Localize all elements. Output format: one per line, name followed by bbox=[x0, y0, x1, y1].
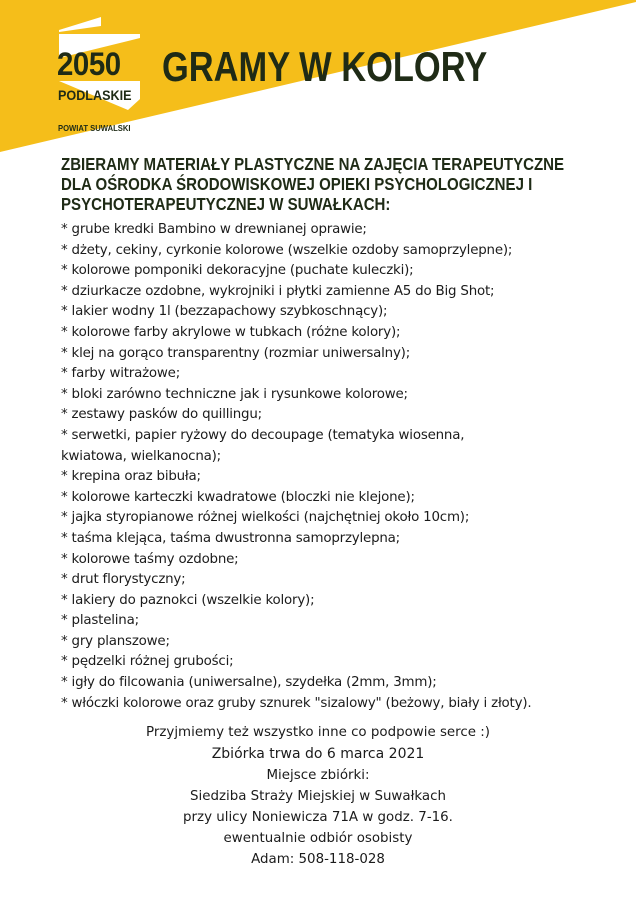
list-item: * lakier wodny 1l (bezzapachowy szybkoschnący); bbox=[61, 304, 388, 320]
list-item: * włóczki kolorowe oraz gruby sznurek "sizalowy" (beżowy, biały i złoty). bbox=[61, 695, 532, 711]
place-label: Miejsce zbiórki: bbox=[266, 768, 370, 783]
subheading bbox=[61, 154, 565, 214]
list-item: * kolorowe farby akrylowe w tubkach (różne kolory); bbox=[61, 324, 401, 340]
place-name: Siedziba Straży Miejskiej w Suwałkach bbox=[190, 789, 446, 804]
subheading-line: PSYCHOTERAPEUTYCZNEJ W SUWAŁKACH: bbox=[61, 194, 391, 214]
pickup-note: ewentualnie odbiór osobisty bbox=[223, 831, 413, 846]
list-item: * kolorowe taśmy ozdobne; bbox=[61, 551, 239, 567]
list-item: * dżety, cekiny, cyrkonie kolorowe (wszelkie ozdoby samoprzylepne); bbox=[61, 242, 513, 258]
also-accept-note: Przyjmiemy też wszystko inne co podpowie serce :) bbox=[146, 725, 490, 740]
deadline-text: Zbiórka trwa do 6 marca 2021 bbox=[211, 746, 425, 762]
logo-region: PODLASKIE bbox=[58, 87, 132, 103]
list-item: * plastelina; bbox=[61, 613, 139, 629]
logo-subtitle: POWIAT SUWALSKI bbox=[58, 123, 131, 133]
list-item: kwiatowa, wielkanocna); bbox=[61, 448, 221, 464]
list-item: * zestawy pasków do quillingu; bbox=[61, 407, 262, 423]
list-item: * drut florystyczny; bbox=[61, 572, 186, 588]
list-item: * igły do filcowania (uniwersalne), szydełka (2mm, 3mm); bbox=[61, 675, 437, 691]
items-list bbox=[61, 220, 621, 714]
list-item: * serwetki, papier ryżowy do decoupage (tematyka wiosenna, bbox=[61, 427, 465, 443]
list-item: * kolorowe karteczki kwadratowe (bloczki nie klejone); bbox=[61, 489, 415, 505]
subheading-line: ZBIERAMY MATERIAŁY PLASTYCZNE NA ZAJĘCIA TERAPEUTYCZNE bbox=[61, 154, 565, 174]
list-item: * kolorowe pomponiki dekoracyjne (puchate kuleczki); bbox=[61, 263, 414, 279]
list-item: * jajka styropianowe różnej wielkości (najchętniej około 10cm); bbox=[61, 510, 470, 526]
list-item: * gry planszowe; bbox=[61, 633, 170, 649]
list-item: * taśma klejąca, taśma dwustronna samoprzylepna; bbox=[61, 530, 400, 546]
contact-phone: Adam: 508-118-028 bbox=[251, 852, 385, 867]
list-item: * lakiery do paznokci (wszelkie kolory); bbox=[61, 592, 315, 608]
list-item: * dziurkacze ozdobne, wykrojniki i płytki zamienne A5 do Big Shot; bbox=[61, 283, 495, 299]
list-item: * pędzelki różnej grubości; bbox=[61, 654, 234, 670]
list-item: * krepina oraz bibuła; bbox=[61, 469, 201, 485]
place-address: przy ulicy Noniewicza 71A w godz. 7-16. bbox=[183, 810, 453, 825]
list-item: * bloki zarówno techniczne jak i rysunkowe kolorowe; bbox=[61, 386, 408, 402]
list-item: * grube kredki Bambino w drewnianej oprawie; bbox=[61, 222, 367, 237]
logo-number: 2050 bbox=[57, 46, 121, 82]
page-title: GRAMY W KOLORY bbox=[162, 43, 488, 90]
list-item: * farby witrażowe; bbox=[61, 366, 181, 382]
list-item: * klej na gorąco transparentny (rozmiar uniwersalny); bbox=[61, 345, 411, 361]
subheading-line: DLA OŚRODKA ŚRODOWISKOWEJ OPIEKI PSYCHOLOGICZNEJ I bbox=[61, 174, 533, 194]
